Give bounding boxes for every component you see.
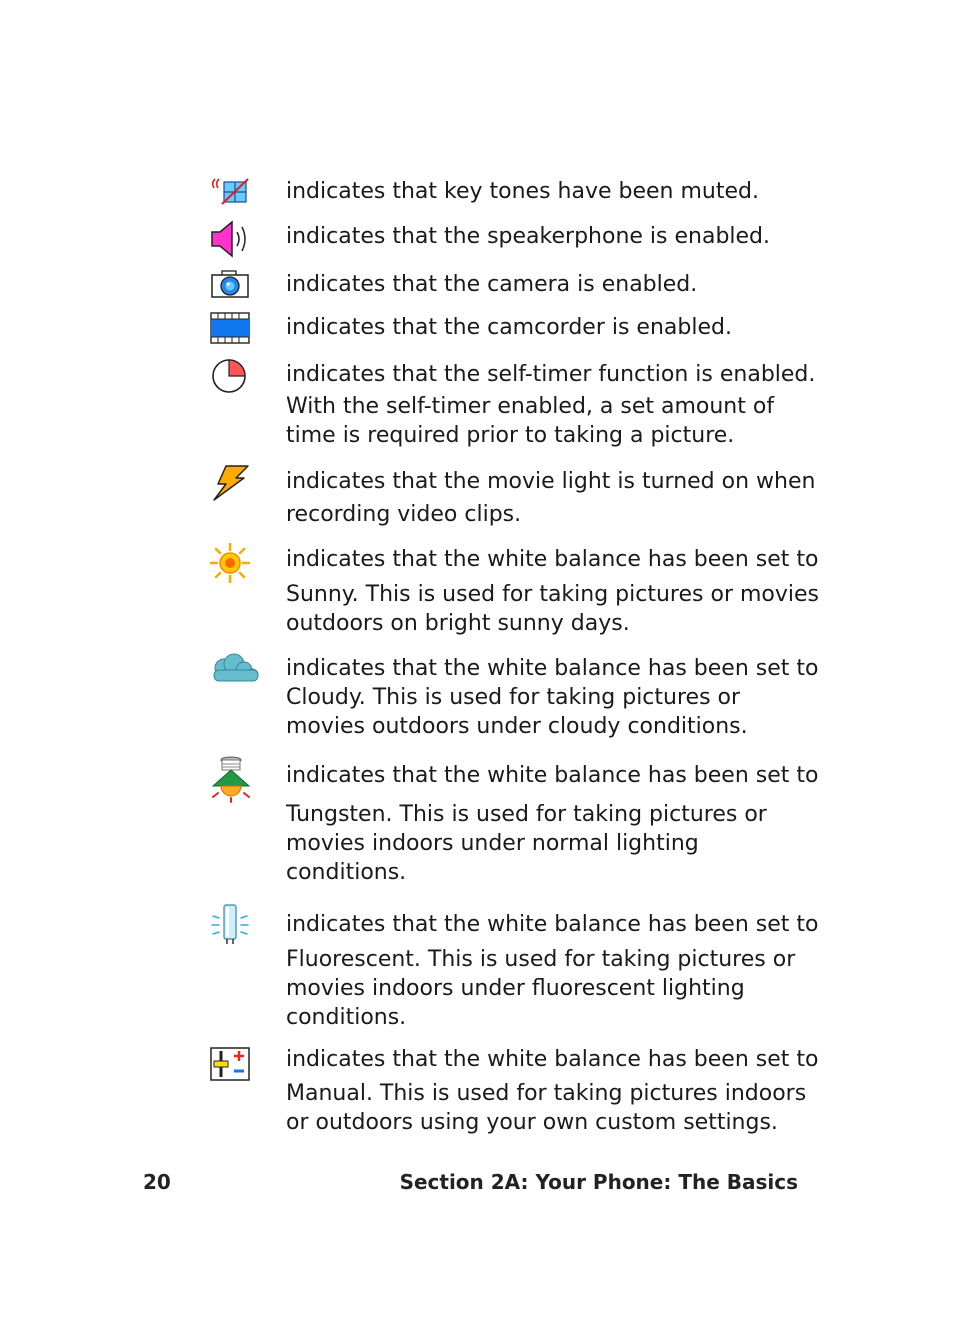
- row-text: [286, 176, 806, 206]
- camera-icon: [210, 269, 250, 299]
- key-tones-muted-icon: [210, 176, 250, 206]
- text-line: recording video clips.: [286, 502, 522, 527]
- text-line: indicates that the camcorder is enabled.: [286, 315, 732, 340]
- text-line: Fluorescent. This is used for taking pictures or: [286, 947, 796, 972]
- text-line: indicates that the white balance has been set to: [286, 763, 819, 788]
- text-line: Manual. This is used for taking pictures indoors: [286, 1081, 807, 1106]
- text-line: time is required prior to taking a picture.: [286, 423, 735, 448]
- row-text: [286, 360, 816, 450]
- fluorescent-icon: [210, 904, 252, 946]
- text-line: indicates that the camera is enabled.: [286, 272, 698, 297]
- text-line: indicates that the speakerphone is enabled.: [286, 224, 771, 249]
- row-text: [286, 545, 819, 638]
- text-line: movies indoors under normal lighting: [286, 831, 699, 856]
- sunny-icon: [210, 543, 250, 583]
- row-text: [286, 761, 819, 887]
- row-text: [286, 910, 819, 1032]
- row-text: [286, 313, 806, 342]
- text-line: movies indoors under fluorescent lighting: [286, 976, 745, 1001]
- page-number: 20: [143, 1170, 171, 1194]
- section-title: Section 2A: Your Phone: The Basics: [399, 1170, 798, 1194]
- speakerphone-icon: [210, 220, 252, 258]
- text-line: Tungsten. This is used for taking pictures or: [286, 802, 767, 827]
- text-line: Cloudy. This is used for taking pictures or: [286, 685, 741, 710]
- row-text: [286, 222, 806, 251]
- text-line: indicates that the self-timer function is enabled.: [286, 362, 816, 387]
- text-line: indicates that the white balance has been set to: [286, 1047, 819, 1072]
- text-line: Sunny. This is used for taking pictures or movies: [286, 582, 819, 607]
- text-line: conditions.: [286, 860, 407, 885]
- text-line: indicates that the white balance has been set to: [286, 656, 819, 681]
- self-timer-icon: [210, 358, 248, 394]
- text-line: movies outdoors under cloudy conditions.: [286, 714, 748, 739]
- camcorder-icon: [210, 312, 250, 344]
- cloudy-icon: [210, 652, 260, 684]
- text-line: or outdoors using your own custom settings.: [286, 1110, 778, 1135]
- text-line: indicates that the white balance has been set to: [286, 912, 819, 937]
- movie-light-icon: [210, 464, 252, 502]
- text-line: With the self-timer enabled, a set amount of: [286, 394, 775, 419]
- row-text: [286, 654, 819, 741]
- manual-icon: [210, 1047, 250, 1081]
- row-text: [286, 467, 816, 529]
- text-line: indicates that the movie light is turned on when: [286, 469, 816, 494]
- text-line: outdoors on bright sunny days.: [286, 611, 630, 636]
- text-line: conditions.: [286, 1005, 407, 1030]
- text-line: indicates that key tones have been muted.: [286, 179, 759, 204]
- row-text: [286, 270, 806, 299]
- tungsten-icon: [210, 756, 252, 804]
- row-text: [286, 1045, 819, 1137]
- text-line: indicates that the white balance has been set to: [286, 547, 819, 572]
